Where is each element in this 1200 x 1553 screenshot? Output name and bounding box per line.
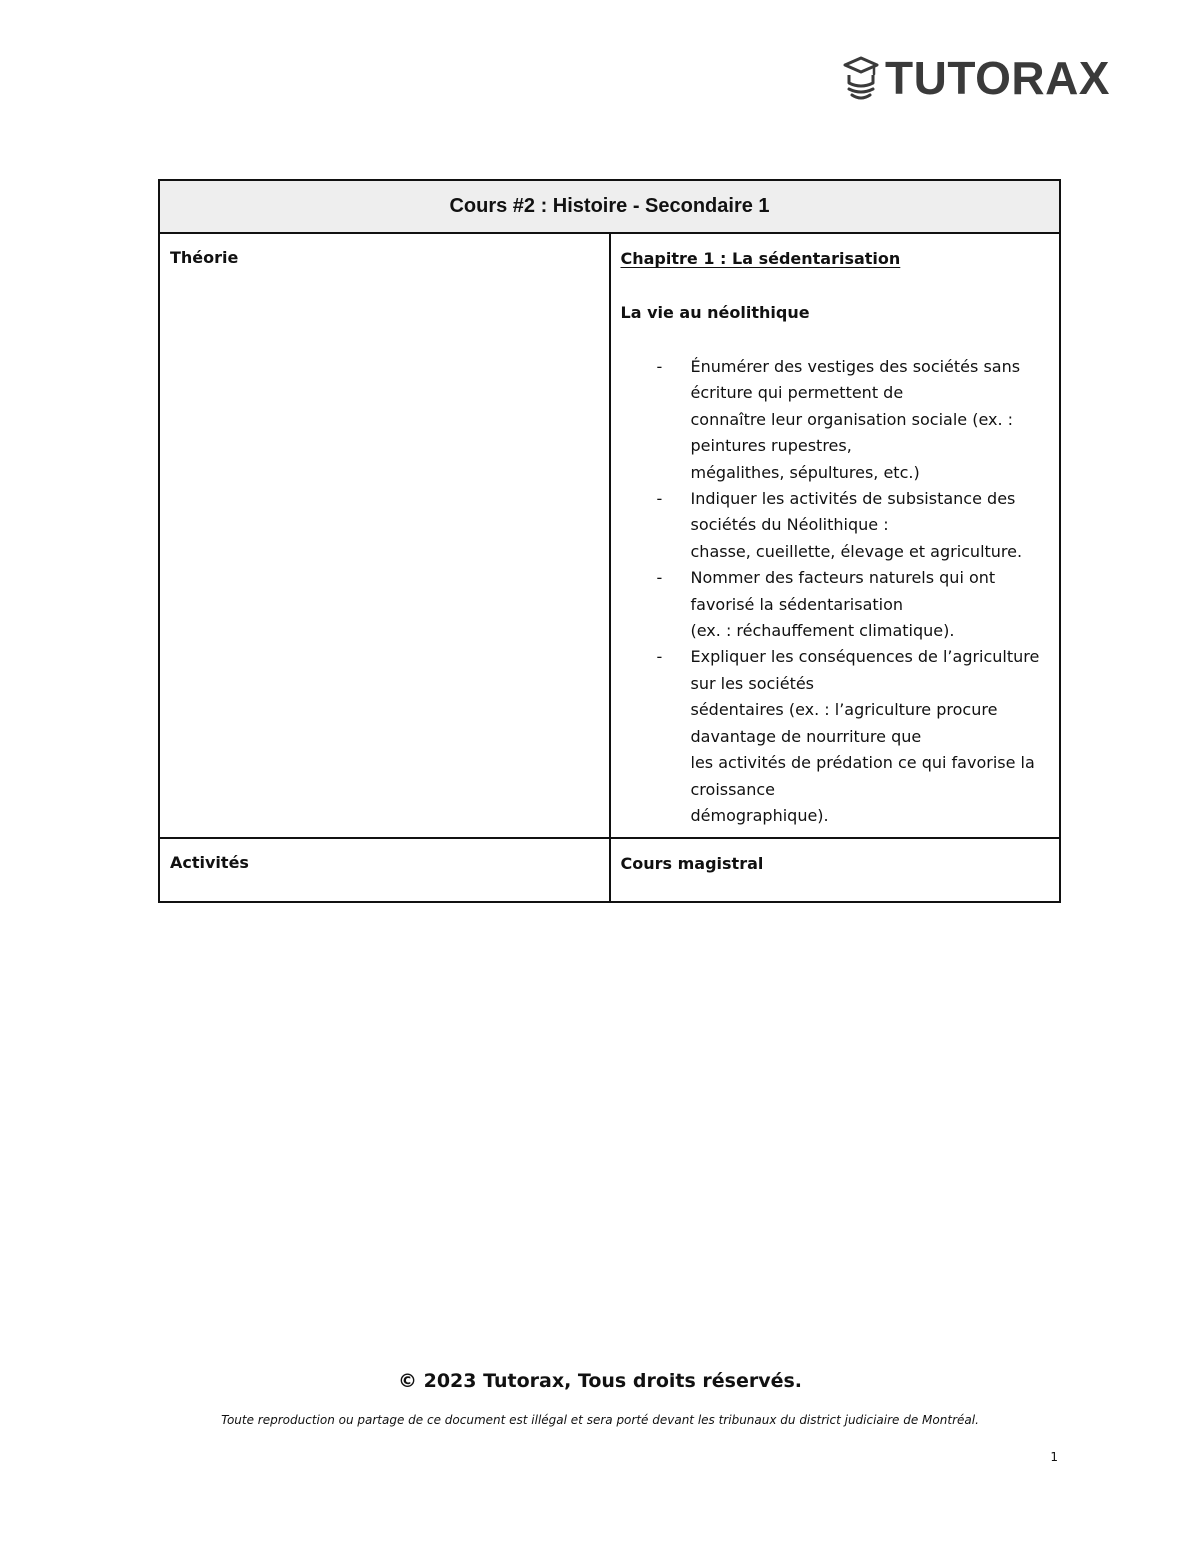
activities-label: Activités [170, 853, 249, 873]
course-table [158, 179, 1061, 903]
bullet-dash: - [656, 568, 663, 588]
logo-text: TUTORAX [885, 52, 1110, 104]
activities-label-cell [159, 838, 610, 902]
bullet-dash: - [656, 647, 663, 667]
course-title: Cours #2 : Histoire - Secondaire 1 [159, 180, 1060, 233]
theory-label-cell [159, 233, 610, 838]
table-title-row [159, 180, 1060, 233]
objectives-list [621, 354, 1050, 829]
graduation-cap-shield-icon [843, 55, 879, 101]
activities-content-cell [610, 838, 1061, 902]
page-number: 1 [1050, 1450, 1058, 1464]
list-item: - Indiquer les activités de subsistance des sociétés du Néolithique : chasse, cueillette, élevage et agriculture. [621, 486, 1050, 565]
activities-value: Cours magistral [620, 854, 764, 874]
list-item: - Énumérer des vestiges des sociétés sans écriture qui permettent de connaître leur organisation sociale (ex. : peintures rupestres, mégalithes, sépultures, etc.) [621, 354, 1050, 486]
list-item: - Nommer des facteurs naturels qui ont favorisé la sédentarisation (ex. : réchauffement climatique). [621, 565, 1050, 644]
copyright-notice: © 2023 Tutorax, Tous droits réservés. [397, 1370, 803, 1392]
legal-disclaimer: Toute reproduction ou partage de ce document est illégal et sera porté devant les tribunaux du district judiciaire de Montréal. [221, 1413, 979, 1427]
tutorax-logo [843, 52, 1110, 104]
section-title: La vie au néolithique [620, 303, 810, 322]
bullet-dash: - [656, 357, 663, 376]
list-item: - Expliquer les conséquences de l’agriculture sur les sociétés sédentaires (ex. : l’agriculture procure davantage de nourriture que les activités de prédation ce qui favorise la croissance démographique). [621, 644, 1050, 829]
activities-row [159, 838, 1060, 902]
theory-content-cell [610, 233, 1061, 838]
chapter-title: Chapitre 1 : La sédentarisation [620, 249, 901, 268]
theory-label: Théorie [170, 248, 239, 267]
theory-row [159, 233, 1060, 838]
bullet-dash: - [656, 489, 663, 509]
